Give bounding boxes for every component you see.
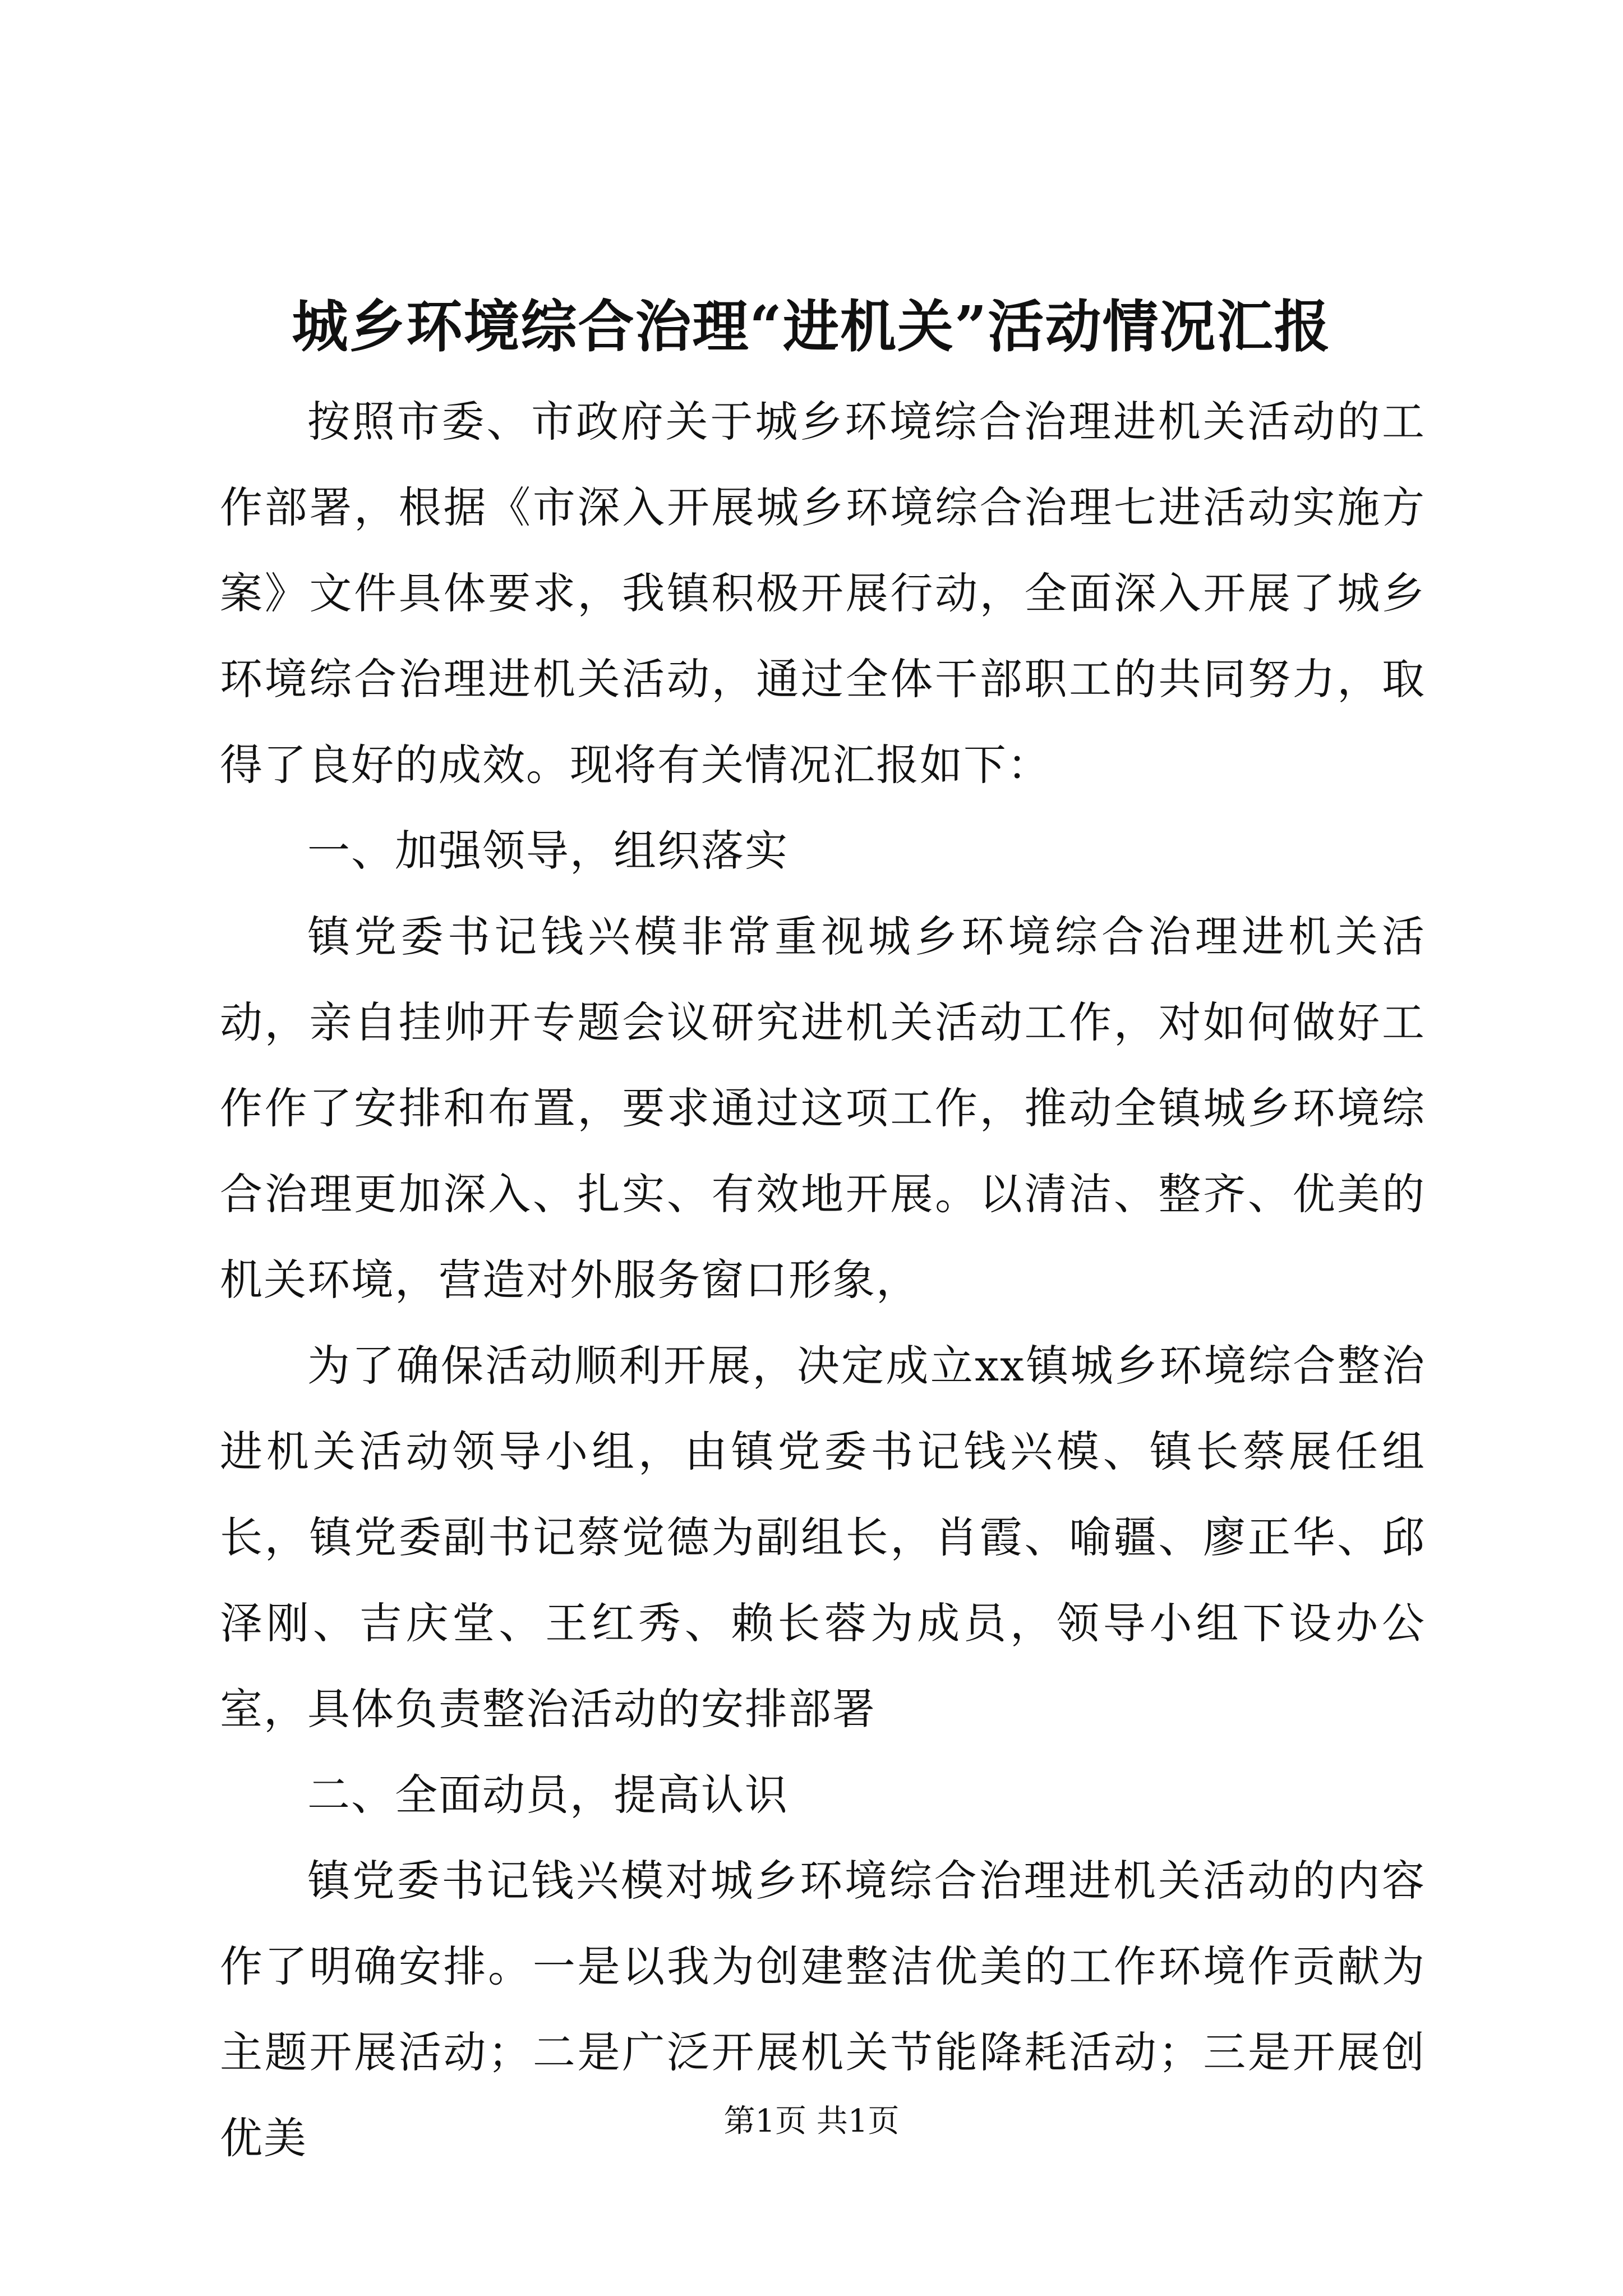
intro-paragraph: 按照市委、市政府关于城乡环境综合治理进机关活动的工作部署，根据《市深入开展城乡环境综合治理七进活动实施方案》文件具体要求，我镇积极开展行动，全面深入开展了城乡环境综合治理进机关活动，通过全体干部职工的共同努力，取得了良好的成效。现将有关情况汇报如下： <box>220 397 1426 790</box>
section-heading-1: 一、加强领导，组织落实 <box>307 826 789 876</box>
section-1-paragraph-1: 镇党委书记钱兴模非常重视城乡环境综合治理进机关活动，亲自挂帅开专题会议研究进机关活动工作，对如何做好工作作了安排和布置，要求通过这项工作，推动全镇城乡环境综合治理更加深入、扎实、有效地开展。以清洁、整齐、优美的机关环境，营造对外服务窗口形象， <box>220 912 1426 1305</box>
section-heading-2: 二、全面动员，提高认识 <box>307 1770 789 1820</box>
section-1-paragraph-2: 为了确保活动顺利开展，决定成立xx镇城乡环境综合整治进机关活动领导小组，由镇党委书记钱兴模、镇长蔡展任组长，镇党委副书记蔡觉德为副组长，肖霞、喻疆、廖正华、邱泽刚、吉庆堂、王红秀、赖长蓉为成员，领导小组下设办公室，具体负责整治活动的安排部署 <box>220 1341 1426 1734</box>
section-2-paragraph-1: 镇党委书记钱兴模对城乡环境综合治理进机关活动的内容作了明确安排。一是以我为创建整洁优美的工作环境作贡献为主题开展活动；二是广泛开展机关节能降耗活动；三是开展创优美 <box>220 1856 1426 2163</box>
document-body <box>220 379 1426 2181</box>
document-title: 城乡环境综合治理“进机关”活动情况汇报 <box>292 293 1331 360</box>
page-footer: 第1页 共1页 <box>723 2103 900 2139</box>
